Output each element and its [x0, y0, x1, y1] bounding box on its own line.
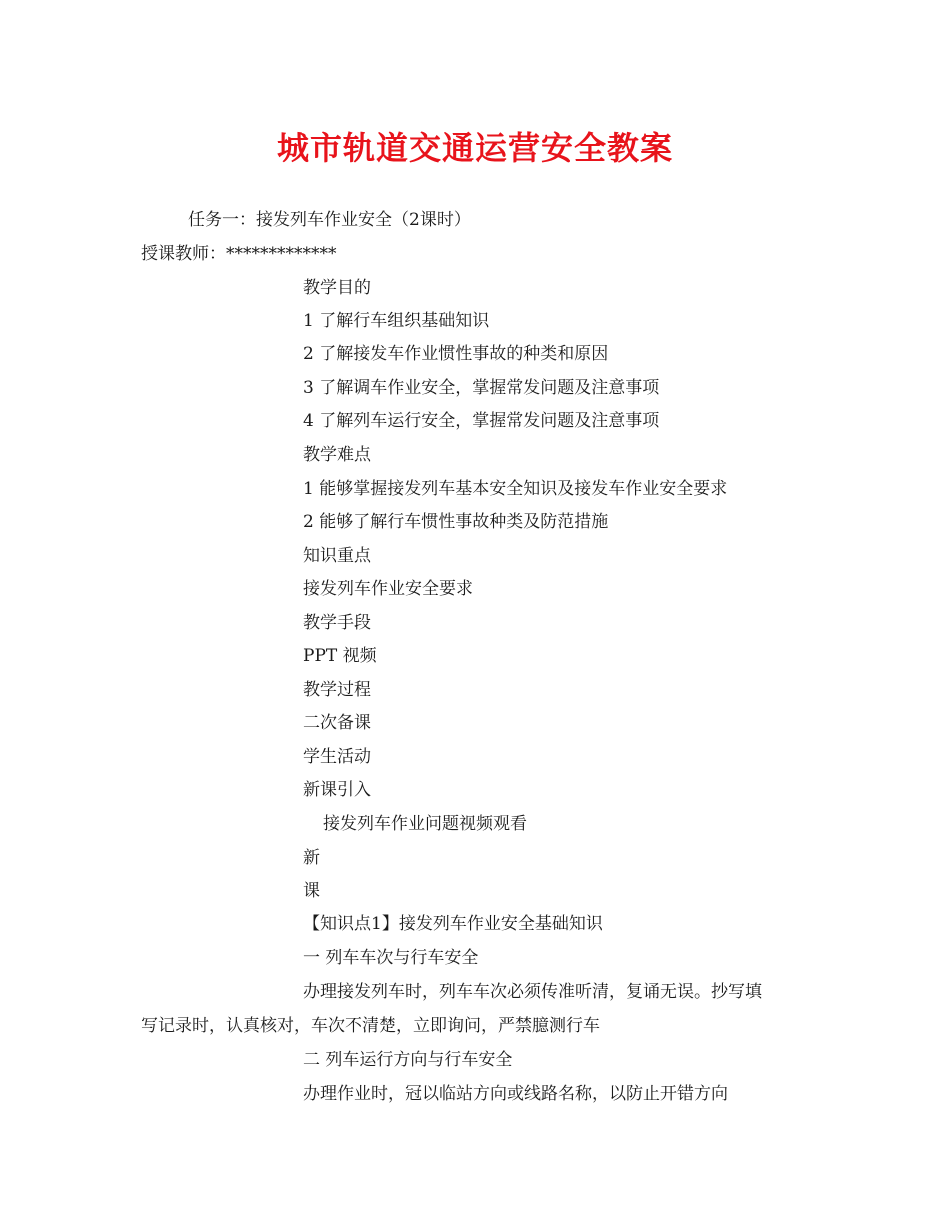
paragraph-line: 写记录时，认真核对，车次不清楚，立即询问，严禁臆测行车 — [141, 1016, 600, 1036]
column-label-second-prep: 二次备课 — [303, 713, 371, 733]
section-heading-difficulties: 教学难点 — [303, 445, 371, 465]
objective-item: 2 了解接发车作业惯性事故的种类和原因 — [303, 344, 609, 364]
objective-item: 1 了解行车组织基础知识 — [303, 311, 490, 331]
method-item: PPT 视频 — [303, 646, 377, 666]
section-heading-key-points: 知识重点 — [303, 546, 371, 566]
knowledge-point-heading: 【知识点1】接发列车作业安全基础知识 — [303, 914, 603, 934]
vertical-label-char: 课 — [303, 881, 320, 901]
difficulty-item: 2 能够了解行车惯性事故种类及防范措施 — [303, 512, 609, 532]
objective-item: 3 了解调车作业安全，掌握常发问题及注意事项 — [303, 378, 660, 398]
column-label-student-activity: 学生活动 — [303, 747, 371, 767]
task-heading: 任务一：接发列车作业安全（2课时） — [188, 210, 471, 230]
document-title: 城市轨道交通运营安全教案 — [276, 129, 673, 167]
introduction-item: 接发列车作业问题视频观看 — [323, 814, 527, 834]
section-heading-methods: 教学手段 — [303, 613, 371, 633]
subsection-heading: 二 列车运行方向与行车安全 — [303, 1050, 513, 1070]
vertical-label-char: 新 — [303, 848, 320, 868]
objective-item: 4 了解列车运行安全，掌握常发问题及注意事项 — [303, 411, 660, 431]
paragraph-line: 办理接发列车时，列车车次必须传准听清，复诵无误。抄写填 — [303, 982, 762, 1002]
key-point-item: 接发列车作业安全要求 — [303, 579, 473, 599]
paragraph-line: 办理作业时，冠以临站方向或线路名称，以防止开错方向 — [303, 1084, 728, 1104]
section-heading-introduction: 新课引入 — [303, 780, 371, 800]
section-heading-objectives: 教学目的 — [303, 278, 371, 298]
subsection-heading: 一 列车车次与行车安全 — [303, 948, 479, 968]
difficulty-item: 1 能够掌握接发列车基本安全知识及接发车作业安全要求 — [303, 479, 728, 499]
section-heading-process: 教学过程 — [303, 680, 371, 700]
teacher-line: 授课教师：************* — [141, 244, 337, 264]
